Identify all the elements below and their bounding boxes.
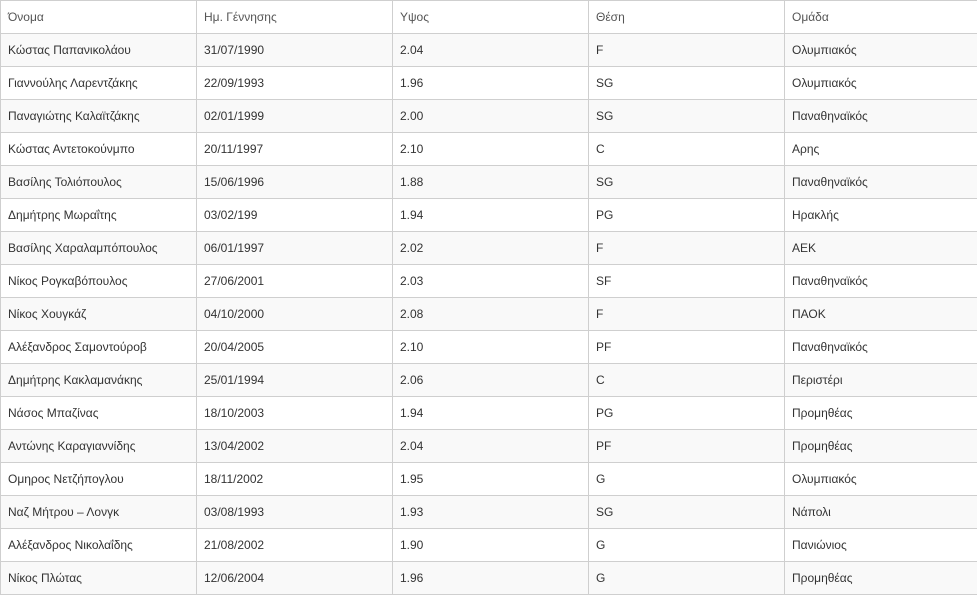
cell-birthdate: 12/06/2004 (197, 562, 393, 595)
cell-height: 1.94 (393, 397, 589, 430)
cell-team: Ολυμπιακός (785, 67, 977, 100)
table-row (1, 100, 977, 133)
cell-position: F (589, 232, 785, 265)
cell-birthdate: 04/10/2000 (197, 298, 393, 331)
cell-team: Αρης (785, 133, 977, 166)
table-row (1, 67, 977, 100)
cell-birthdate: 25/01/1994 (197, 364, 393, 397)
cell-name: Δημήτρης Μωραΐτης (1, 199, 197, 232)
cell-name: Δημήτρης Κακλαμανάκης (1, 364, 197, 397)
header-height: Υψος (393, 1, 589, 34)
cell-position: SG (589, 100, 785, 133)
table-header (1, 1, 977, 34)
cell-name: Αλέξανδρος Σαμοντούροβ (1, 331, 197, 364)
table-row (1, 232, 977, 265)
cell-team: Προμηθέας (785, 430, 977, 463)
cell-team: Παναθηναϊκός (785, 265, 977, 298)
cell-team: Ηρακλής (785, 199, 977, 232)
cell-height: 2.10 (393, 133, 589, 166)
cell-name: Βασίλης Χαραλαμπόπουλος (1, 232, 197, 265)
cell-position: PG (589, 199, 785, 232)
cell-height: 2.08 (393, 298, 589, 331)
cell-birthdate: 31/07/1990 (197, 34, 393, 67)
cell-name: Κώστας Αντετοκούνμπο (1, 133, 197, 166)
table-row (1, 133, 977, 166)
cell-birthdate: 22/09/1993 (197, 67, 393, 100)
table-row (1, 529, 977, 562)
cell-birthdate: 13/04/2002 (197, 430, 393, 463)
table-row (1, 463, 977, 496)
cell-birthdate: 06/01/1997 (197, 232, 393, 265)
cell-team: Περιστέρι (785, 364, 977, 397)
table-row (1, 298, 977, 331)
cell-height: 1.88 (393, 166, 589, 199)
cell-birthdate: 03/08/1993 (197, 496, 393, 529)
cell-height: 2.04 (393, 430, 589, 463)
cell-position: PG (589, 397, 785, 430)
cell-name: Παναγιώτης Καλαϊτζάκης (1, 100, 197, 133)
cell-height: 1.90 (393, 529, 589, 562)
cell-team: Παναθηναϊκός (785, 166, 977, 199)
cell-name: Γιαννούλης Λαρεντζάκης (1, 67, 197, 100)
table-row (1, 496, 977, 529)
cell-name: Νίκος Πλώτας (1, 562, 197, 595)
cell-name: Ναζ Μήτρου – Λονγκ (1, 496, 197, 529)
cell-birthdate: 20/04/2005 (197, 331, 393, 364)
cell-position: F (589, 298, 785, 331)
cell-team: ΠΑΟΚ (785, 298, 977, 331)
cell-height: 2.06 (393, 364, 589, 397)
cell-height: 2.00 (393, 100, 589, 133)
table-row (1, 364, 977, 397)
cell-name: Νίκος Χουγκάζ (1, 298, 197, 331)
cell-position: C (589, 133, 785, 166)
cell-name: Ομηρος Νετζήπογλου (1, 463, 197, 496)
cell-height: 1.95 (393, 463, 589, 496)
cell-position: PF (589, 430, 785, 463)
cell-team: Παναθηναϊκός (785, 331, 977, 364)
cell-position: PF (589, 331, 785, 364)
header-team: Ομάδα (785, 1, 977, 34)
cell-name: Βασίλης Τολιόπουλος (1, 166, 197, 199)
cell-team: Προμηθέας (785, 397, 977, 430)
table-row (1, 397, 977, 430)
cell-height: 1.96 (393, 67, 589, 100)
header-birthdate: Ημ. Γέννησης (197, 1, 393, 34)
cell-position: C (589, 364, 785, 397)
cell-team: Νάπολι (785, 496, 977, 529)
cell-position: G (589, 562, 785, 595)
cell-name: Νίκος Ρογκαβόπουλος (1, 265, 197, 298)
cell-birthdate: 21/08/2002 (197, 529, 393, 562)
cell-team: Πανιώνιος (785, 529, 977, 562)
cell-name: Αντώνης Καραγιαννίδης (1, 430, 197, 463)
cell-team: Ολυμπιακός (785, 463, 977, 496)
cell-name: Νάσος Μπαζίνας (1, 397, 197, 430)
table-row (1, 199, 977, 232)
cell-height: 1.96 (393, 562, 589, 595)
table-row (1, 562, 977, 595)
cell-position: SF (589, 265, 785, 298)
cell-position: SG (589, 496, 785, 529)
cell-name: Αλέξανδρος Νικολαΐδης (1, 529, 197, 562)
cell-birthdate: 27/06/2001 (197, 265, 393, 298)
table-row (1, 166, 977, 199)
cell-birthdate: 03/02/199 (197, 199, 393, 232)
cell-height: 1.94 (393, 199, 589, 232)
cell-team: Παναθηναϊκός (785, 100, 977, 133)
cell-position: G (589, 463, 785, 496)
cell-birthdate: 18/10/2003 (197, 397, 393, 430)
cell-birthdate: 02/01/1999 (197, 100, 393, 133)
cell-birthdate: 15/06/1996 (197, 166, 393, 199)
cell-height: 2.02 (393, 232, 589, 265)
cell-position: G (589, 529, 785, 562)
cell-height: 2.04 (393, 34, 589, 67)
table-row (1, 430, 977, 463)
cell-team: Προμηθέας (785, 562, 977, 595)
cell-birthdate: 18/11/2002 (197, 463, 393, 496)
cell-height: 1.93 (393, 496, 589, 529)
cell-height: 2.03 (393, 265, 589, 298)
cell-position: F (589, 34, 785, 67)
cell-position: SG (589, 166, 785, 199)
cell-position: SG (589, 67, 785, 100)
cell-name: Κώστας Παπανικολάου (1, 34, 197, 67)
cell-team: Ολυμπιακός (785, 34, 977, 67)
cell-team: ΑΕΚ (785, 232, 977, 265)
cell-height: 2.10 (393, 331, 589, 364)
cell-birthdate: 20/11/1997 (197, 133, 393, 166)
table-row (1, 265, 977, 298)
table-row (1, 34, 977, 67)
header-row (1, 1, 977, 34)
header-position: Θέση (589, 1, 785, 34)
table-body (1, 34, 977, 595)
header-name: Όνομα (1, 1, 197, 34)
table-row (1, 331, 977, 364)
